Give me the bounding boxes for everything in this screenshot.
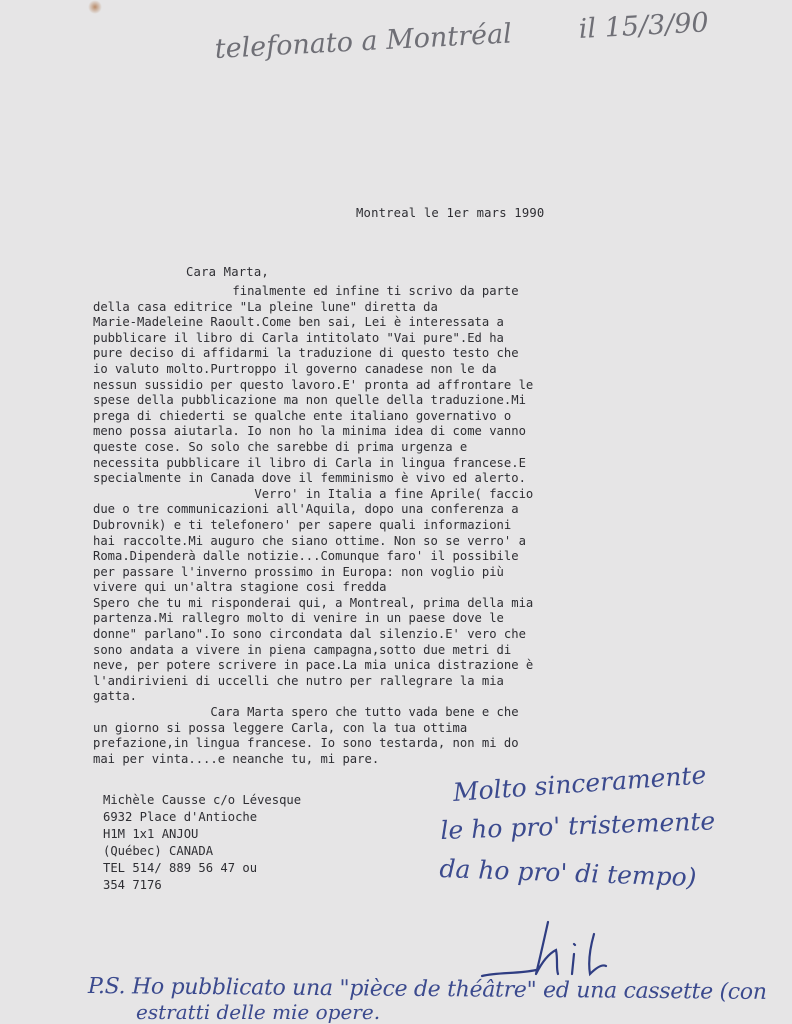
postscript-line-2: estratti delle mie opere. xyxy=(136,1000,381,1024)
annotation-date xyxy=(578,7,709,45)
body-line: queste cose. So solo che sarebbe di prima urgenza e xyxy=(93,439,468,454)
paper-stain xyxy=(88,0,102,14)
annotation-date-text: il 15/3/90 xyxy=(578,7,710,45)
address-line: 6932 Place d'Antioche xyxy=(103,810,258,824)
body-line: vivere qui un'altra stagione cosi fredda xyxy=(93,580,387,595)
body-line: necessita pubblicare il libro di Carla in lingua francese.E xyxy=(93,455,526,470)
closing-line-1: Molto sinceramente xyxy=(452,760,708,807)
body-line: spese della pubblicazione ma non quelle della traduzione.Mi xyxy=(93,393,526,408)
salutation: Cara Marta, xyxy=(186,265,269,279)
body-line: due o tre communicazioni all'Aquila, dopo una conferenza a xyxy=(93,502,519,517)
annotation-text: telefonato a Montréal xyxy=(214,18,513,65)
signature-image xyxy=(478,914,638,984)
address-line: H1M 1x1 ANJOU xyxy=(103,827,199,841)
body-line: specialmente in Canada dove il femminismo è vivo ed alerto. xyxy=(93,471,526,486)
address-line: TEL 514/ 889 56 47 ou xyxy=(103,861,258,875)
address-line: 354 7176 xyxy=(103,878,162,892)
postscript-line-1: P.S. Ho pubblicato una "pièce de théâtre" ed una cassette (con xyxy=(87,974,767,1005)
pencil-annotation xyxy=(214,18,513,65)
body-line: neve, per potere scrivere in pace.La mia unica distrazione è xyxy=(93,658,534,673)
body-line: mai per vinta....e neanche tu, mi pare. xyxy=(93,751,380,766)
body-line: donne" parlano".Io sono circondata dal silenzio.E' vero che xyxy=(93,627,526,642)
body-line: Verro' in Italia a fine Aprile( faccio xyxy=(93,486,534,501)
body-line: Marie-Madeleine Raoult.Come ben sai, Lei è interessata a xyxy=(93,315,504,330)
body-line: gatta. xyxy=(93,689,138,704)
dateline: Montreal le 1er mars 1990 xyxy=(356,206,545,220)
body-line: della casa editrice "La pleine lune" diretta da xyxy=(93,299,438,314)
body-line: pure deciso di affidarmi la traduzione di questo testo che xyxy=(93,346,519,361)
body-line: prega di chiederti se qualche ente italiano governativo o xyxy=(93,408,512,423)
address-line: Michèle Causse c/o Lévesque xyxy=(103,793,302,807)
body-line: Spero che tu mi risponderai qui, a Montreal, prima della mia xyxy=(93,595,534,610)
body-line: l'andirivieni di uccelli che nutro per rallegrare la mia xyxy=(93,673,504,688)
body-line: partenza.Mi rallegro molto di venire in un paese dove le xyxy=(93,611,504,626)
closing-line-2: le ho pro' tristemente xyxy=(440,806,716,845)
letter-body xyxy=(93,284,663,767)
body-line: meno possa aiutarla. Io non ho la minima idea di come vanno xyxy=(93,424,526,439)
closing-line-3: da ho pro' di tempo) xyxy=(438,854,697,892)
body-line: io valuto molto.Purtroppo il governo canadese non le da xyxy=(93,361,497,376)
address-line: (Québec) CANADA xyxy=(103,844,214,858)
body-line: Roma.Dipenderà dalle notizie...Comunque faro' il possibile xyxy=(93,549,519,564)
body-line: nessun sussidio per questo lavoro.E' pronta ad affrontare le xyxy=(93,377,534,392)
body-line: prefazione,in lingua francese. Io sono testarda, non mi do xyxy=(93,736,519,751)
body-line: Cara Marta spero che tutto vada bene e che xyxy=(93,705,519,720)
body-line: sono andata a vivere in piena campagna,sotto due metri di xyxy=(93,642,512,657)
sender-address xyxy=(103,792,301,894)
body-line: per passare l'inverno prossimo in Europa: non voglio più xyxy=(93,564,504,579)
body-line: pubblicare il libro di Carla intitolato "Vai pure".Ed ha xyxy=(93,330,504,345)
body-line: hai raccolte.Mi auguro che siano ottime. Non so se verro' a xyxy=(93,533,526,548)
body-line: finalmente ed infine ti scrivo da parte xyxy=(93,284,519,298)
body-line: Dubrovnik) e ti telefonero' per sapere quali informazioni xyxy=(93,517,512,532)
body-line: un giorno si possa leggere Carla, con la tua ottima xyxy=(93,720,468,735)
